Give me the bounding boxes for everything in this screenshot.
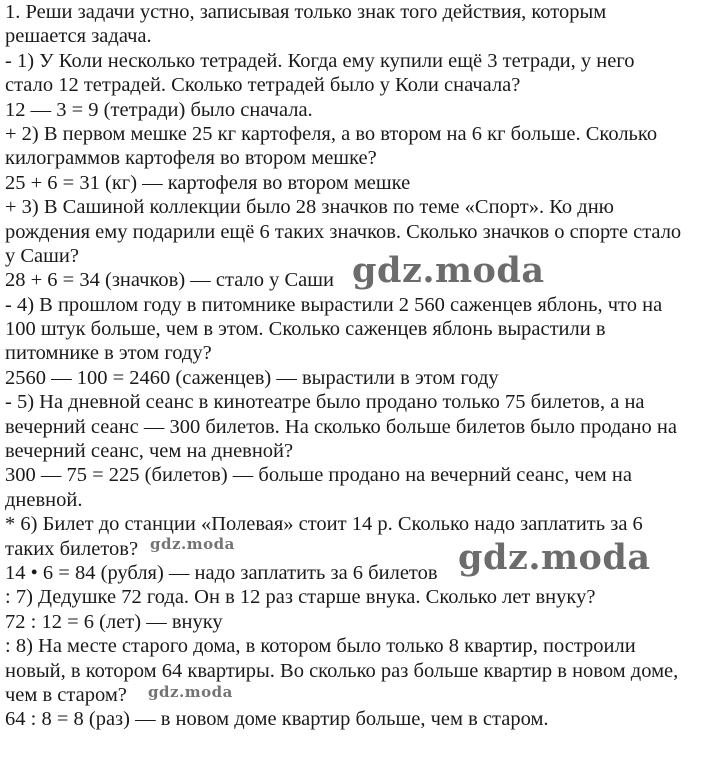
problem-8-line-2: новый, в котором 64 квартиры. Во сколько раз больше квартир в новом доме, — [5, 659, 679, 682]
solution-6: 14 • 6 = 84 (рубля) — надо заплатить за 6 билетов — [5, 561, 438, 584]
solution-5-line-1: 300 — 75 = 225 (билетов) — больше продано на вечерний сеанс, чем на — [5, 464, 632, 487]
problem-4-line-2: 100 штук больше, чем в этом. Сколько саженцев яблонь вырастили в — [5, 318, 606, 341]
solution-3: 28 + 6 = 34 (значков) — стало у Саши — [5, 269, 335, 292]
watermark-large: gdz.moda — [352, 250, 545, 291]
problem-7: : 7) Дедушке 72 года. Он в 12 раз старше внука. Сколько лет внуку? — [5, 586, 596, 609]
task-heading-line-2: решается задача. — [5, 25, 152, 48]
problem-8-line-1: : 8) На месте старого дома, в котором было только 8 квартир, построили — [5, 635, 636, 658]
problem-3-line-2: рождения ему подарили ещё 6 таких значков. Сколько значков о спорте стало — [5, 220, 682, 243]
problem-3-line-3: у Саши? — [5, 244, 80, 267]
problem-1-line-2: стало 12 тетрадей. Сколько тетрадей было у Коли сначала? — [5, 74, 521, 97]
problem-4-line-1: - 4) В прошлом году в питомнике вырастили 2 560 саженцев яблонь, что на — [5, 293, 663, 316]
solution-2: 25 + 6 = 31 (кг) — картофеля во втором мешке — [5, 171, 411, 194]
solution-5-line-2: дневной. — [5, 488, 83, 511]
task-heading-line-1: 1. Реши задачи устно, записывая только знак того действия, которым — [5, 1, 607, 23]
problem-2-line-2: килограммов картофеля во втором мешке? — [5, 147, 377, 170]
problem-8-line-3: чем в старом? — [5, 683, 127, 706]
watermark-large: gdz.moda — [458, 537, 651, 578]
problem-6-line-2: таких билетов? — [5, 537, 139, 560]
solution-1: 12 — 3 = 9 (тетради) было сначала. — [5, 98, 313, 121]
problem-3-line-1: + 3) В Сашиной коллекции было 28 значков по теме «Спорт». Ко дню — [5, 196, 614, 219]
problem-5-line-2: вечерний сеанс — 300 билетов. На сколько больше билетов было продано на — [5, 415, 677, 438]
watermark-small: gdz.moda — [150, 535, 235, 553]
problem-5-line-3: вечерний сеанс, чем на дневной? — [5, 440, 294, 463]
solution-7: 72 : 12 = 6 (лет) — внуку — [5, 610, 223, 633]
problem-2-line-1: + 2) В первом мешке 25 кг картофеля, а во втором на 6 кг больше. Сколько — [5, 122, 658, 145]
problem-6-line-1: * 6) Билет до станции «Полевая» стоит 14 р. Сколько надо заплатить за 6 — [5, 513, 643, 536]
solution-4: 2560 — 100 = 2460 (саженцев) — вырастили в этом году — [5, 366, 499, 389]
document-body — [5, 0, 723, 732]
solution-8: 64 : 8 = 8 (раз) — в новом доме квартир больше, чем в старом. — [5, 708, 549, 731]
problem-1-line-1: - 1) У Коли несколько тетрадей. Когда ему купили ещё 3 тетради, у него — [5, 49, 635, 72]
problem-5-line-1: - 5) На дневной сеанс в кинотеатре было продано только 75 билетов, а на — [5, 391, 645, 414]
watermark-small: gdz.moda — [148, 683, 233, 701]
problem-4-line-3: питомнике в этом году? — [5, 342, 212, 365]
